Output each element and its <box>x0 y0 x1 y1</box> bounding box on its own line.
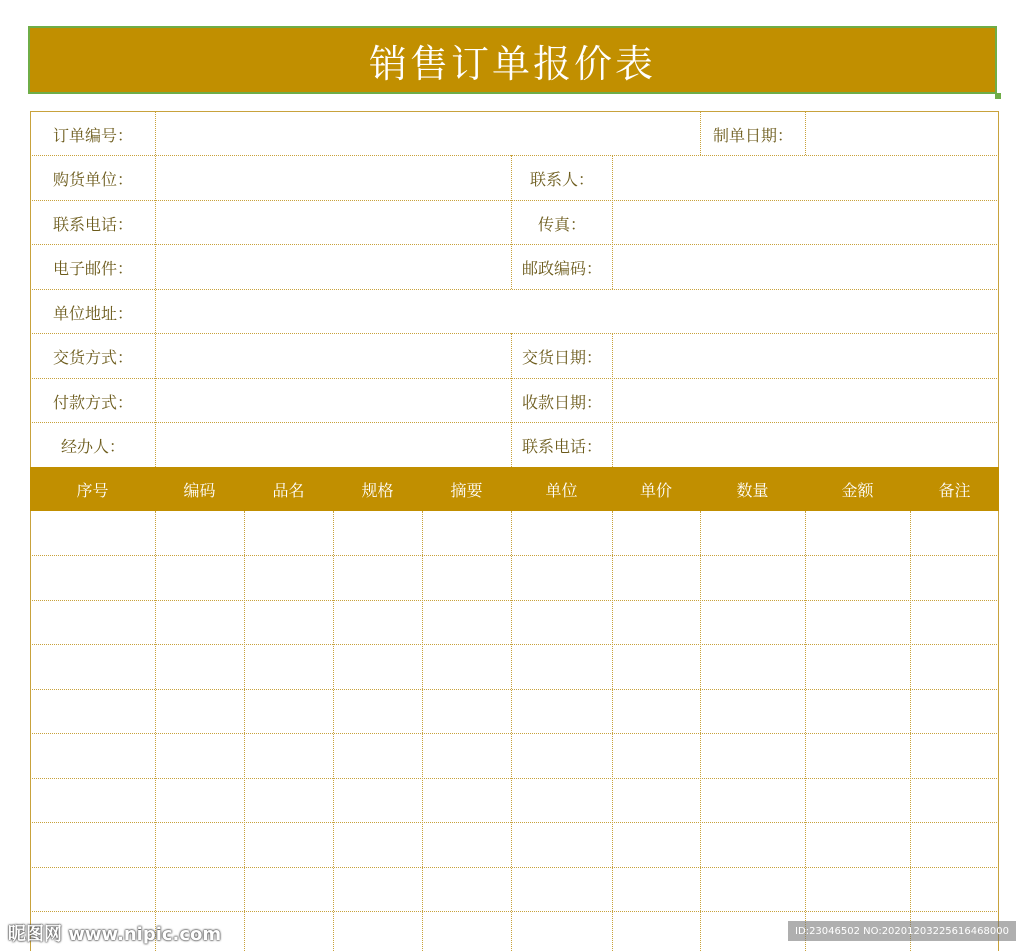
cell-selection-handle[interactable] <box>995 93 1001 99</box>
title-banner <box>28 26 997 94</box>
table-cell[interactable] <box>245 690 333 733</box>
column-header-amount: 金额 <box>841 480 874 500</box>
order-number-field[interactable] <box>156 112 700 154</box>
table-cell[interactable] <box>701 601 805 644</box>
table-cell[interactable] <box>911 556 999 600</box>
table-cell[interactable] <box>512 868 612 911</box>
table-cell[interactable] <box>613 779 700 822</box>
table-cell[interactable] <box>806 512 910 555</box>
delivery-date-field[interactable] <box>613 334 998 376</box>
table-cell[interactable] <box>334 779 422 822</box>
column-header-summary: 摘要 <box>450 480 483 500</box>
contact-label: 联系人： <box>529 169 594 189</box>
table-cell[interactable] <box>613 868 700 911</box>
table-cell[interactable] <box>156 601 244 644</box>
payment-method-field[interactable] <box>156 379 511 421</box>
table-cell[interactable] <box>423 601 511 644</box>
table-cell[interactable] <box>701 868 805 911</box>
table-cell[interactable] <box>245 512 333 555</box>
order-number-label: 订单编号： <box>52 125 133 145</box>
delivery-method-label: 交货方式： <box>52 347 133 367</box>
table-cell[interactable] <box>613 512 700 555</box>
table-cell[interactable] <box>423 823 511 867</box>
contact-field[interactable] <box>613 156 998 198</box>
email-label: 电子邮件： <box>52 258 133 278</box>
table-cell[interactable] <box>701 690 805 733</box>
table-cell[interactable] <box>245 868 333 911</box>
table-cell[interactable] <box>911 868 999 911</box>
table-cell[interactable] <box>245 601 333 644</box>
table-cell[interactable] <box>31 690 155 733</box>
table-cell[interactable] <box>245 645 333 689</box>
table-cell[interactable] <box>423 512 511 555</box>
table-cell[interactable] <box>512 823 612 867</box>
column-header-name: 品名 <box>272 480 305 500</box>
table-cell[interactable] <box>512 512 612 555</box>
table-cell[interactable] <box>31 734 155 778</box>
column-header-price: 单价 <box>639 480 672 500</box>
address-label: 单位地址： <box>52 303 133 323</box>
table-cell[interactable] <box>423 868 511 911</box>
table-cell[interactable] <box>334 868 422 911</box>
table-cell[interactable] <box>512 690 612 733</box>
table-cell[interactable] <box>334 556 422 600</box>
table-cell[interactable] <box>334 601 422 644</box>
delivery-method-field[interactable] <box>156 334 511 376</box>
table-cell[interactable] <box>512 779 612 822</box>
table-cell[interactable] <box>31 601 155 644</box>
table-cell[interactable] <box>613 556 700 600</box>
fax-label: 传真： <box>537 214 586 234</box>
table-cell[interactable] <box>701 823 805 867</box>
table-cell[interactable] <box>423 556 511 600</box>
table-cell[interactable] <box>701 512 805 555</box>
table-cell[interactable] <box>334 912 422 951</box>
table-cell[interactable] <box>911 779 999 822</box>
make-date-field[interactable] <box>806 112 998 154</box>
table-cell[interactable] <box>806 601 910 644</box>
table-cell[interactable] <box>613 645 700 689</box>
table-cell[interactable] <box>911 512 999 555</box>
column-header-spec: 规格 <box>361 480 394 500</box>
handler-phone-label: 联系电话： <box>521 436 602 456</box>
table-cell[interactable] <box>334 512 422 555</box>
table-cell[interactable] <box>701 556 805 600</box>
table-cell[interactable] <box>806 734 910 778</box>
table-cell[interactable] <box>31 868 155 911</box>
table-cell[interactable] <box>31 823 155 867</box>
page-title: 销售订单报价表 <box>368 41 656 86</box>
table-cell[interactable] <box>423 779 511 822</box>
address-field[interactable] <box>156 290 998 332</box>
phone-field[interactable] <box>156 201 511 243</box>
table-cell[interactable] <box>911 690 999 733</box>
table-cell[interactable] <box>156 823 244 867</box>
column-header-code: 编码 <box>183 480 216 500</box>
table-cell[interactable] <box>245 556 333 600</box>
table-cell[interactable] <box>613 823 700 867</box>
payment-date-label: 收款日期： <box>521 392 602 412</box>
table-cell[interactable] <box>613 734 700 778</box>
table-cell[interactable] <box>423 912 511 951</box>
table-cell[interactable] <box>31 779 155 822</box>
table-cell[interactable] <box>156 779 244 822</box>
delivery-date-label: 交货日期： <box>521 347 602 367</box>
column-header-unit: 单位 <box>545 480 578 500</box>
table-cell[interactable] <box>334 734 422 778</box>
table-cell[interactable] <box>512 556 612 600</box>
table-cell[interactable] <box>806 823 910 867</box>
table-cell[interactable] <box>245 912 333 951</box>
table-cell[interactable] <box>334 645 422 689</box>
fax-field[interactable] <box>613 201 998 243</box>
table-cell[interactable] <box>423 734 511 778</box>
watermark-id: ID:23046502 NO:20201203225616468000 <box>788 921 1016 941</box>
table-cell[interactable] <box>31 556 155 600</box>
table-cell[interactable] <box>613 690 700 733</box>
table-cell[interactable] <box>613 912 700 951</box>
table-cell[interactable] <box>701 645 805 689</box>
column-header-index: 序号 <box>76 480 109 500</box>
table-cell[interactable] <box>245 823 333 867</box>
postcode-label: 邮政编码： <box>521 258 602 278</box>
postcode-field[interactable] <box>613 245 998 287</box>
table-cell[interactable] <box>423 690 511 733</box>
table-cell[interactable] <box>806 868 910 911</box>
table-cell[interactable] <box>911 823 999 867</box>
email-field[interactable] <box>156 245 511 287</box>
table-cell[interactable] <box>31 645 155 689</box>
table-cell[interactable] <box>31 512 155 555</box>
column-header-remark: 备注 <box>938 480 971 500</box>
table-cell[interactable] <box>334 690 422 733</box>
table-cell[interactable] <box>911 734 999 778</box>
handler-phone-field[interactable] <box>613 423 998 465</box>
table-cell[interactable] <box>423 645 511 689</box>
payment-method-label: 付款方式： <box>52 392 133 412</box>
table-cell[interactable] <box>156 690 244 733</box>
phone-label: 联系电话： <box>52 214 133 234</box>
watermark-logo: 昵图网 www.nipic.com <box>8 924 222 945</box>
buyer-label: 购货单位： <box>52 169 133 189</box>
table-cell[interactable] <box>156 734 244 778</box>
buyer-field[interactable] <box>156 156 511 198</box>
table-cell[interactable] <box>156 512 244 555</box>
table-cell[interactable] <box>613 601 700 644</box>
table-cell[interactable] <box>806 779 910 822</box>
table-cell[interactable] <box>911 601 999 644</box>
table-cell[interactable] <box>701 779 805 822</box>
table-cell[interactable] <box>512 734 612 778</box>
table-cell[interactable] <box>806 645 910 689</box>
table-cell[interactable] <box>156 556 244 600</box>
column-header-quantity: 数量 <box>736 480 769 500</box>
table-cell[interactable] <box>245 779 333 822</box>
table-cell[interactable] <box>245 734 333 778</box>
table-cell[interactable] <box>512 645 612 689</box>
table-cell[interactable] <box>512 601 612 644</box>
table-cell[interactable] <box>911 645 999 689</box>
table-cell[interactable] <box>701 734 805 778</box>
make-date-label: 制单日期： <box>712 125 793 145</box>
table-cell[interactable] <box>156 868 244 911</box>
table-cell[interactable] <box>512 912 612 951</box>
table-cell[interactable] <box>806 690 910 733</box>
table-cell[interactable] <box>334 823 422 867</box>
handler-label: 经办人： <box>60 436 125 456</box>
table-cell[interactable] <box>806 556 910 600</box>
handler-field[interactable] <box>156 423 511 465</box>
table-cell[interactable] <box>156 645 244 689</box>
payment-date-field[interactable] <box>613 379 998 421</box>
